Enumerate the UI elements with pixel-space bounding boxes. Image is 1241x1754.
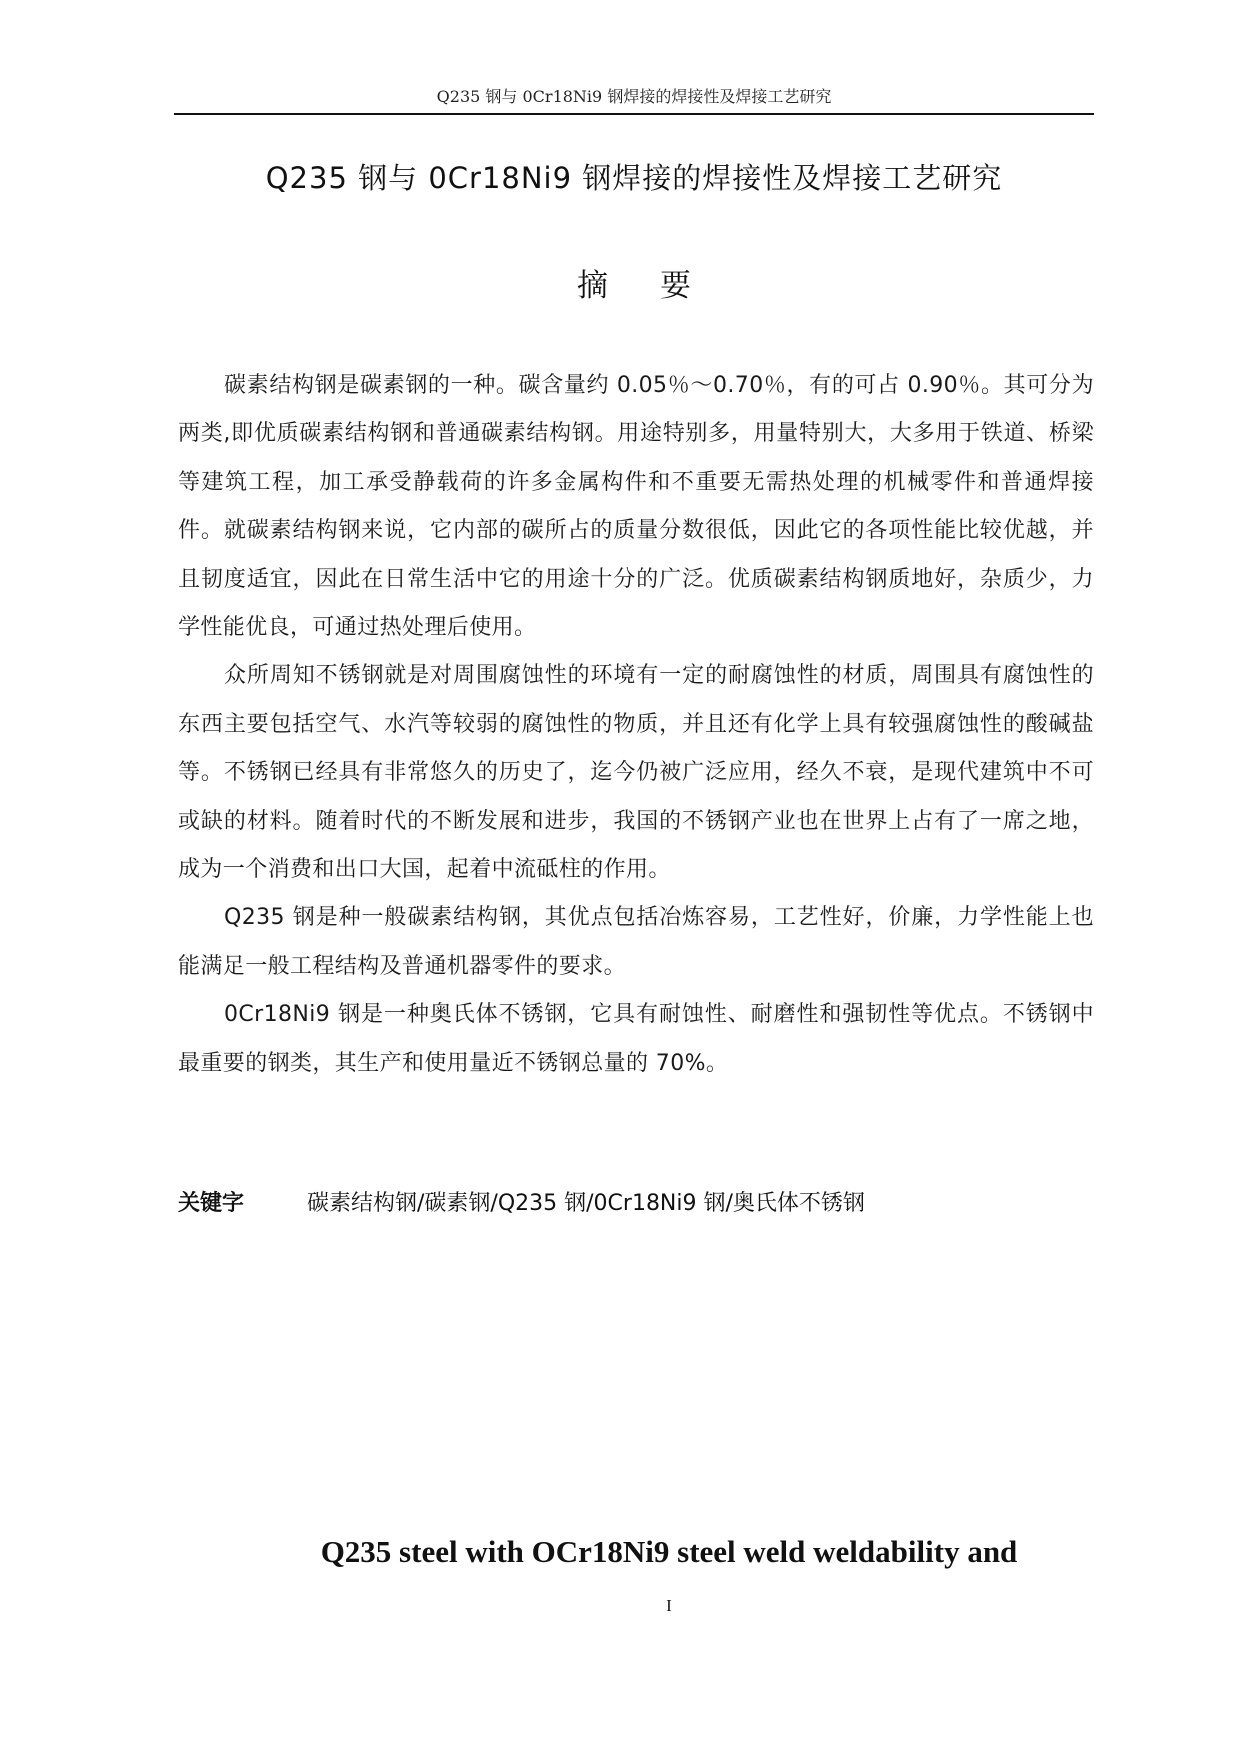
abstract-paragraph-2: 众所周知不锈钢就是对周围腐蚀性的环境有一定的耐腐蚀性的材质，周围具有腐蚀性的东西主要包括空气、水汽等较弱的腐蚀性的物质，并且还有化学上具有较强腐蚀性的酸碱盐等。不锈钢已经具有非常悠久的历史了，迄今仍被广泛应用，经久不衰，是现代建筑中不可或缺的材料。随着时代的不断发展和进步，我国的不锈钢产业也在世界上占有了一席之地，成为一个消费和出口大国，起着中流砥柱的作用。 [178,663,1094,883]
abstract-body [178,362,1094,1088]
document-title: Q235 钢与 0Cr18Ni9 钢焊接的焊接性及焊接工艺研究 [265,161,1003,195]
abstract-paragraph-1: 碳素结构钢是碳素钢的一种。碳含量约 0.05％～0.70％，有的可占 0.90％。其可分为两类,即优质碳素结构钢和普通碳素结构钢。用途特别多，用量特别大，大多用于铁道、桥梁等建筑工程，加工承受静载荷的许多金属构件和不重要无需热处理的机械零件和普通焊接件。就碳素结构钢来说，它内部的碳所占的质量分数很低，因此它的各项性能比较优越，并且韧度适宜，因此在日常生活中它的用途十分的广泛。优质碳素结构钢质地好，杂质少，力学性能优良，可通过热处理后使用。 [178,373,1094,641]
running-header: Q235 钢与 0Cr18Ni9 钢焊接的焊接性及焊接工艺研究 [436,87,832,106]
keywords-value: 碳素结构钢/碳素钢/Q235 钢/0Cr18Ni9 钢/奥氏体不锈钢 [307,1191,865,1216]
abstract-paragraph-4: 0Cr18Ni9 钢是一种奥氏体不锈钢，它具有耐蚀性、耐磨性和强韧性等优点。不锈钢中最重要的钢类，其生产和使用量近不锈钢总量的 70%。 [178,1002,1094,1076]
abstract-heading [174,264,1094,308]
english-title: Q235 steel with OCr18Ni9 steel weld weldability and [320,1534,1018,1569]
header-rule [174,113,1094,115]
keywords-label: 关键字 [178,1191,245,1216]
abstract-paragraph-3: Q235 钢是种一般碳素结构钢，其优点包括冶炼容易，工艺性好，价廉，力学性能上也能满足一般工程结构及普通机器零件的要求。 [178,905,1094,979]
keywords-line [178,1188,1094,1220]
abstract-heading-char-2: 要 [660,268,691,304]
page-number: I [666,1596,672,1615]
abstract-heading-char-1: 摘 [577,268,608,304]
